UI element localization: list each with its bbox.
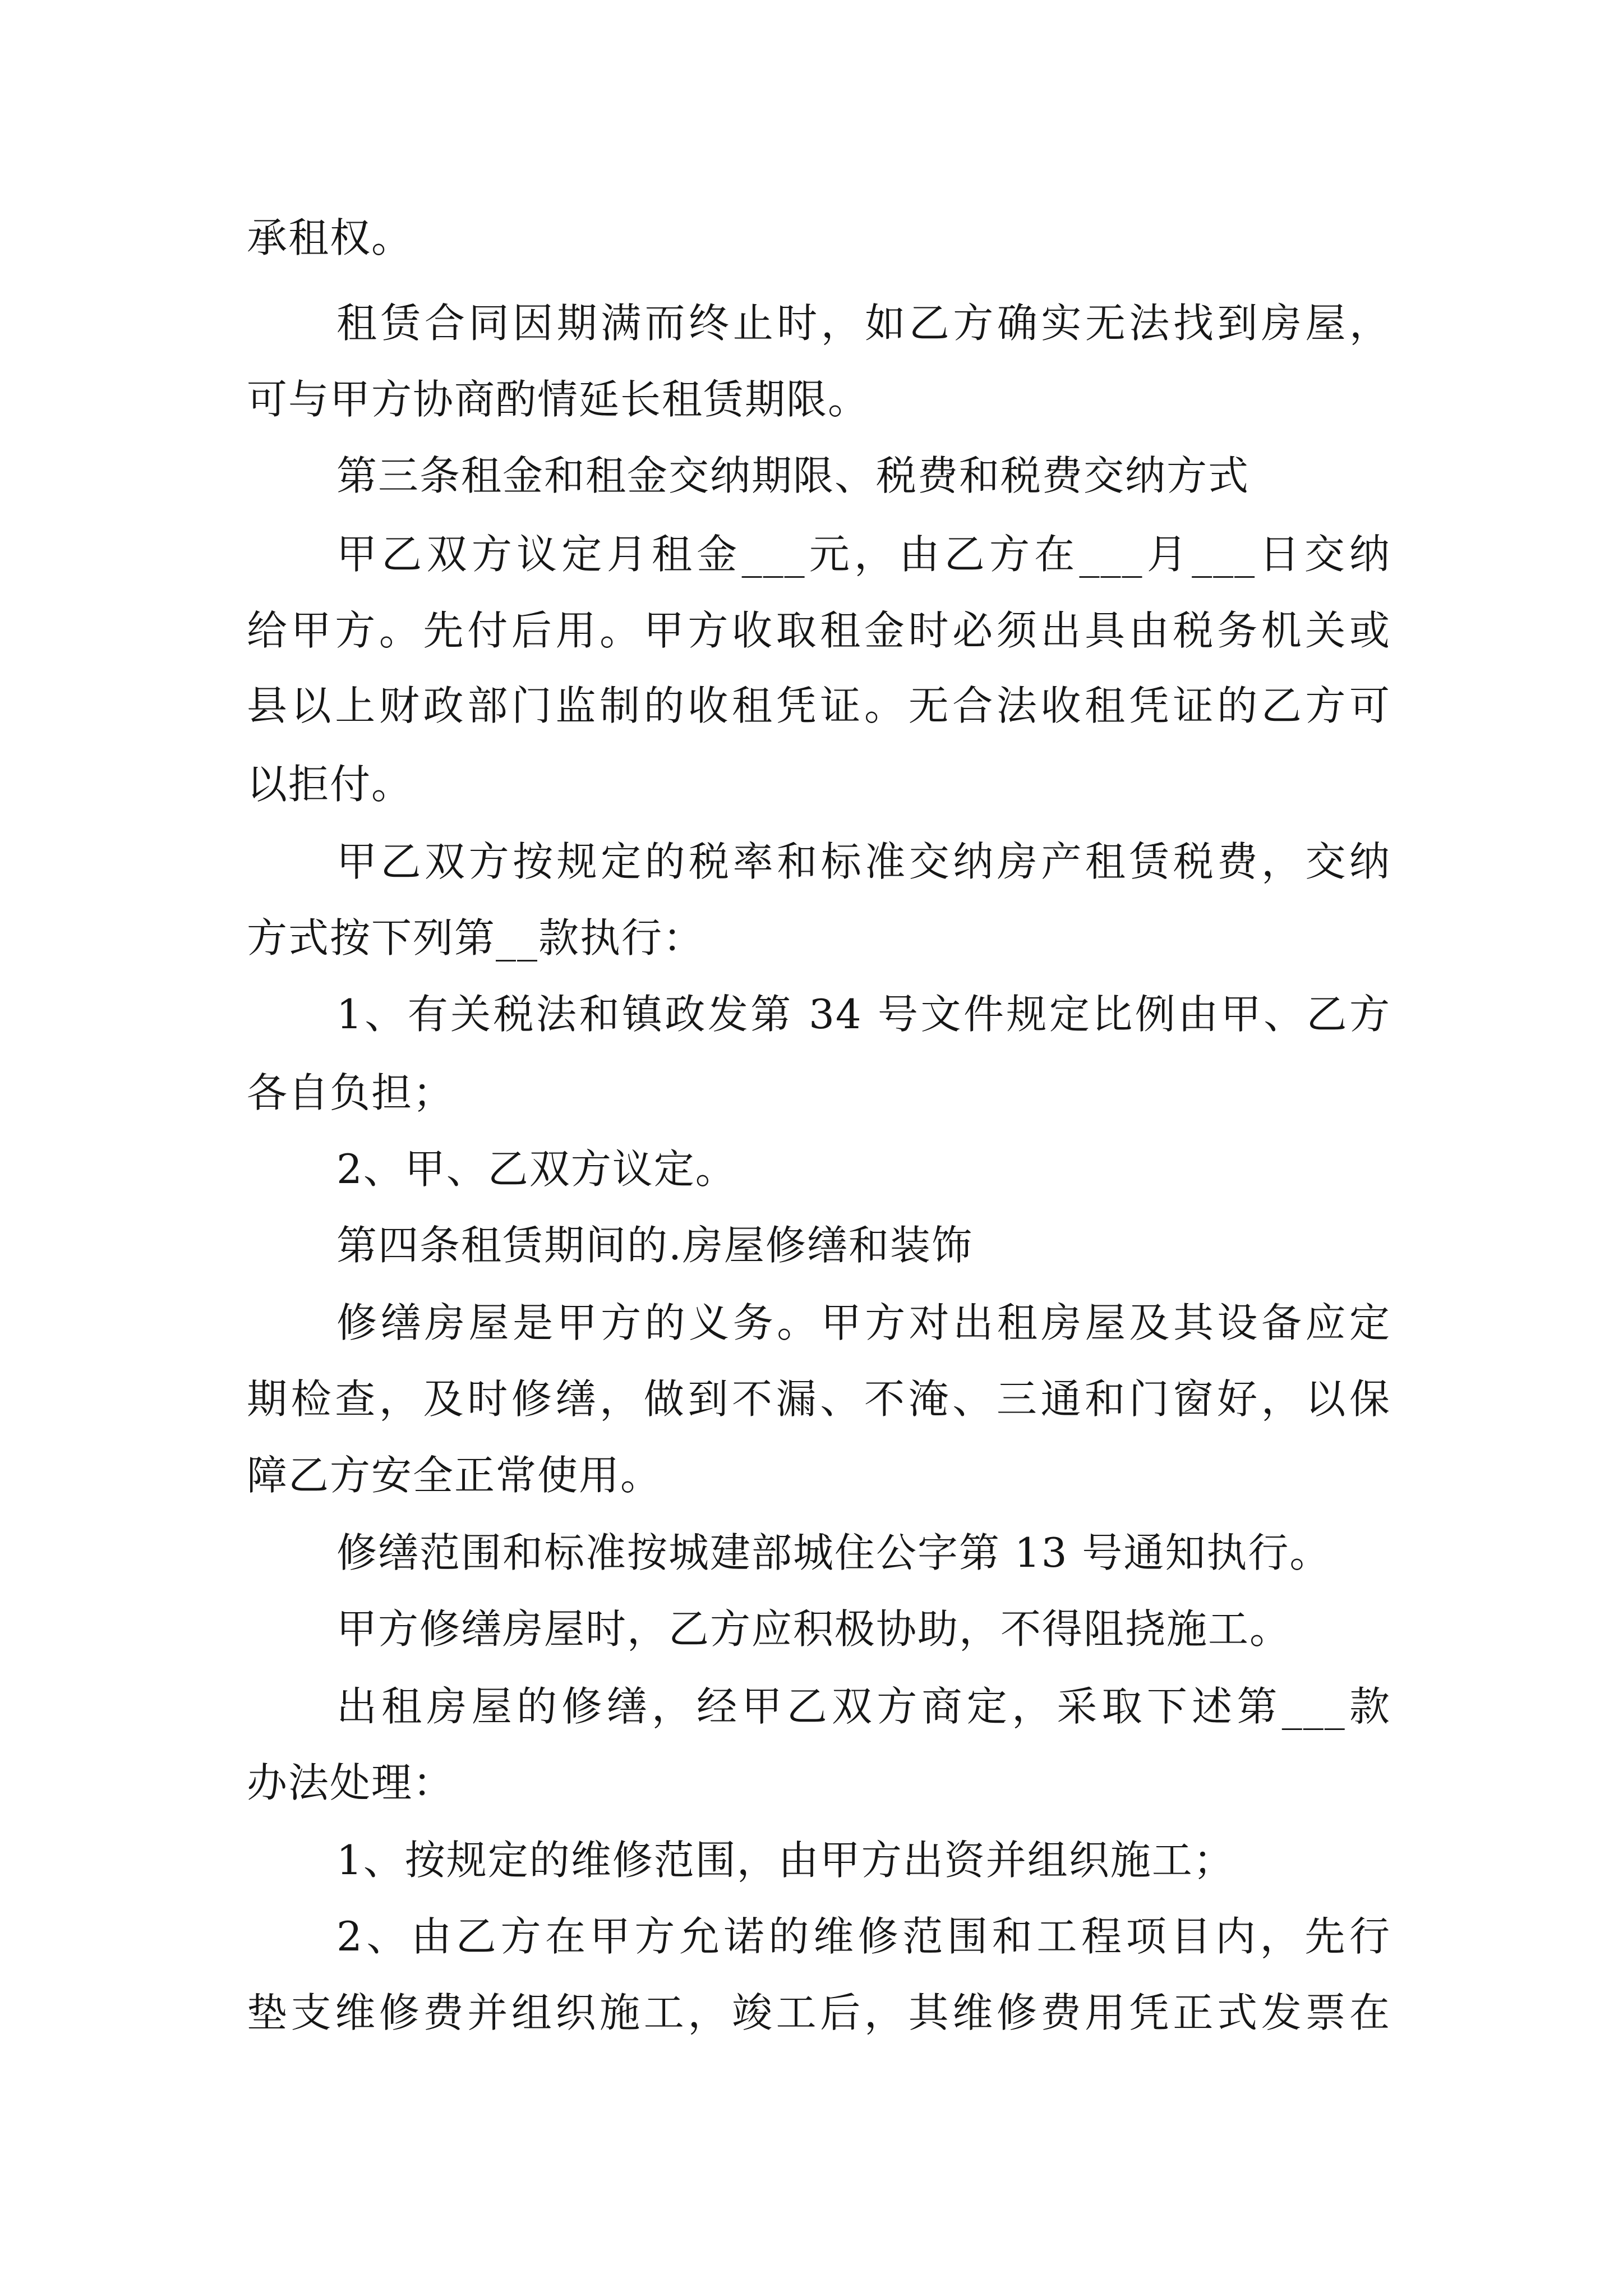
section-heading: 第三条租金和租金交纳期限、税费和税费交纳方式	[336, 452, 1250, 499]
paragraph-line: 以拒付。	[247, 761, 413, 808]
paragraph-line: 甲乙双方按规定的税率和标准交纳房产租赁税费，交纳	[336, 838, 1391, 885]
paragraph-line: 办法处理：	[247, 1759, 455, 1806]
paragraph-line: 障乙方安全正常使用。	[247, 1452, 662, 1499]
paragraph-line: 县以上财政部门监制的收租凭证。无合法收租凭证的乙方可	[247, 682, 1391, 729]
paragraph-line: 修缮房屋是甲方的义务。甲方对出租房屋及其设备应定	[336, 1299, 1391, 1346]
section-heading: 第四条租赁期间的.房屋修缮和装饰	[336, 1222, 973, 1269]
paragraph-line: 给甲方。先付后用。甲方收取租金时必须出具由税务机关或	[247, 607, 1391, 654]
paragraph-line: 各自负担；	[247, 1069, 455, 1116]
paragraph-line: 租赁合同因期满而终止时，如乙方确实无法找到房屋，	[336, 300, 1391, 347]
paragraph-line: 修缮范围和标准按城建部城住公字第 13 号通知执行。	[336, 1529, 1331, 1576]
paragraph-line: 甲方修缮房屋时，乙方应积极协助，不得阻挠施工。	[336, 1605, 1292, 1653]
list-item: 2、甲、乙双方议定。	[336, 1145, 737, 1193]
paragraph-line: 方式按下列第__款执行：	[247, 914, 705, 961]
list-item: 1、有关税法和镇政发第 34 号文件规定比例由甲、乙方	[336, 991, 1391, 1038]
list-item: 2、由乙方在甲方允诺的维修范围和工程项目内，先行	[336, 1913, 1391, 1960]
paragraph-line: 垫支维修费并组织施工，竣工后，其维修费用凭正式发票在	[247, 1989, 1391, 2036]
list-item: 1、按规定的维修范围，由甲方出资并组织施工；	[336, 1837, 1235, 1884]
paragraph-line: 可与甲方协商酌情延长租赁期限。	[247, 376, 870, 423]
paragraph-line: 期检查，及时修缮，做到不漏、不淹、三通和门窗好，以保	[247, 1375, 1391, 1423]
paragraph-line: 出租房屋的修缮，经甲乙双方商定，采取下述第___款	[336, 1683, 1391, 1730]
paragraph-line: 承租权。	[247, 214, 413, 261]
paragraph-line: 甲乙双方议定月租金___元，由乙方在___月___日交纳	[336, 531, 1391, 578]
